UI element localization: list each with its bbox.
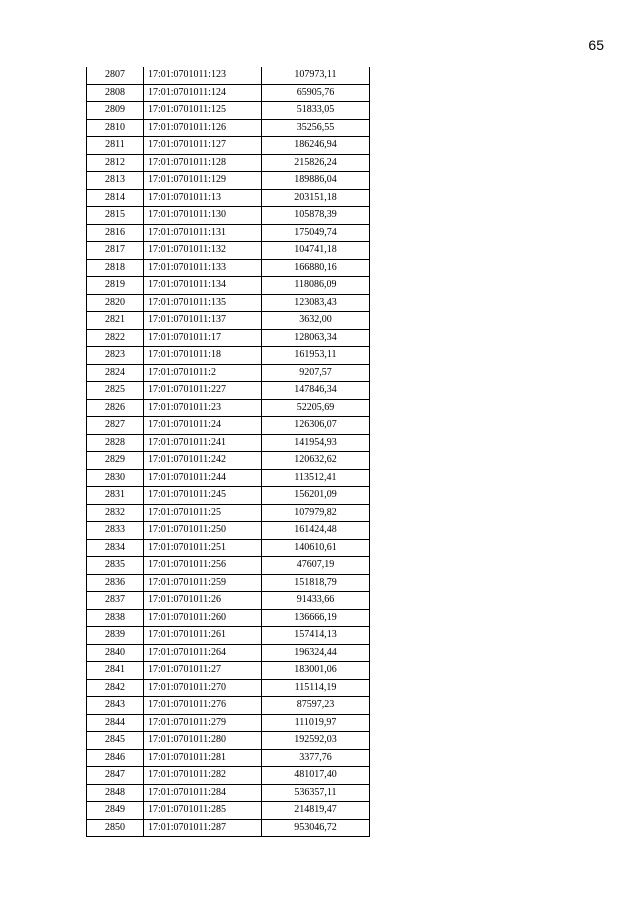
value-cell: 161953,11 [262, 347, 370, 365]
table-row [87, 329, 370, 347]
cadastral-number-cell: 17:01:0701011:27 [144, 662, 262, 680]
row-number-cell: 2814 [87, 189, 144, 207]
value-cell: 9207,57 [262, 364, 370, 382]
table-row [87, 84, 370, 102]
row-number-cell: 2843 [87, 697, 144, 715]
value-cell: 91433,66 [262, 592, 370, 610]
value-cell: 536357,11 [262, 784, 370, 802]
value-cell: 118086,09 [262, 277, 370, 295]
table-row [87, 557, 370, 575]
row-number-cell: 2809 [87, 102, 144, 120]
value-cell: 183001,06 [262, 662, 370, 680]
row-number-cell: 2845 [87, 732, 144, 750]
row-number-cell: 2808 [87, 84, 144, 102]
row-number-cell: 2827 [87, 417, 144, 435]
table-row [87, 574, 370, 592]
table-row [87, 207, 370, 225]
row-number-cell: 2813 [87, 172, 144, 190]
row-number-cell: 2850 [87, 819, 144, 837]
value-cell: 113512,41 [262, 469, 370, 487]
row-number-cell: 2842 [87, 679, 144, 697]
cadastral-number-cell: 17:01:0701011:244 [144, 469, 262, 487]
value-cell: 87597,23 [262, 697, 370, 715]
cadastral-number-cell: 17:01:0701011:134 [144, 277, 262, 295]
row-number-cell: 2810 [87, 119, 144, 137]
row-number-cell: 2807 [87, 67, 144, 84]
cadastral-number-cell: 17:01:0701011:260 [144, 609, 262, 627]
value-cell: 140610,61 [262, 539, 370, 557]
cadastral-number-cell: 17:01:0701011:279 [144, 714, 262, 732]
value-cell: 126306,07 [262, 417, 370, 435]
table-row [87, 399, 370, 417]
table-row [87, 347, 370, 365]
table-row [87, 242, 370, 260]
value-cell: 107979,82 [262, 504, 370, 522]
value-cell: 189886,04 [262, 172, 370, 190]
value-cell: 215826,24 [262, 154, 370, 172]
value-cell: 115114,19 [262, 679, 370, 697]
table-row [87, 469, 370, 487]
cadastral-number-cell: 17:01:0701011:251 [144, 539, 262, 557]
row-number-cell: 2838 [87, 609, 144, 627]
row-number-cell: 2829 [87, 452, 144, 470]
table-row [87, 644, 370, 662]
row-number-cell: 2841 [87, 662, 144, 680]
cadastral-number-cell: 17:01:0701011:133 [144, 259, 262, 277]
row-number-cell: 2815 [87, 207, 144, 225]
table-row [87, 522, 370, 540]
cadastral-number-cell: 17:01:0701011:284 [144, 784, 262, 802]
table-row [87, 819, 370, 837]
table-row [87, 224, 370, 242]
cadastral-number-cell: 17:01:0701011:227 [144, 382, 262, 400]
row-number-cell: 2825 [87, 382, 144, 400]
value-cell: 161424,48 [262, 522, 370, 540]
cadastral-number-cell: 17:01:0701011:280 [144, 732, 262, 750]
table-row [87, 259, 370, 277]
value-cell: 151818,79 [262, 574, 370, 592]
cadastral-number-cell: 17:01:0701011:13 [144, 189, 262, 207]
table-row [87, 189, 370, 207]
cadastral-number-cell: 17:01:0701011:26 [144, 592, 262, 610]
cadastral-number-cell: 17:01:0701011:259 [144, 574, 262, 592]
value-cell: 141954,93 [262, 434, 370, 452]
table-row [87, 67, 370, 84]
row-number-cell: 2836 [87, 574, 144, 592]
value-cell: 953046,72 [262, 819, 370, 837]
row-number-cell: 2848 [87, 784, 144, 802]
cadastral-number-cell: 17:01:0701011:124 [144, 84, 262, 102]
table-row [87, 697, 370, 715]
row-number-cell: 2823 [87, 347, 144, 365]
table-row [87, 539, 370, 557]
row-number-cell: 2846 [87, 749, 144, 767]
cadastral-number-cell: 17:01:0701011:130 [144, 207, 262, 225]
value-cell: 186246,94 [262, 137, 370, 155]
value-cell: 128063,34 [262, 329, 370, 347]
cadastral-number-cell: 17:01:0701011:241 [144, 434, 262, 452]
row-number-cell: 2826 [87, 399, 144, 417]
row-number-cell: 2811 [87, 137, 144, 155]
cadastral-number-cell: 17:01:0701011:287 [144, 819, 262, 837]
table-row [87, 732, 370, 750]
value-cell: 105878,39 [262, 207, 370, 225]
table-row [87, 154, 370, 172]
value-cell: 65905,76 [262, 84, 370, 102]
table-row [87, 382, 370, 400]
cadastral-number-cell: 17:01:0701011:126 [144, 119, 262, 137]
row-number-cell: 2833 [87, 522, 144, 540]
cadastral-number-cell: 17:01:0701011:261 [144, 627, 262, 645]
table-row [87, 487, 370, 505]
cadastral-number-cell: 17:01:0701011:282 [144, 767, 262, 785]
value-cell: 157414,13 [262, 627, 370, 645]
row-number-cell: 2816 [87, 224, 144, 242]
table-body [87, 67, 370, 837]
table-row [87, 434, 370, 452]
table-row [87, 277, 370, 295]
row-number-cell: 2832 [87, 504, 144, 522]
table-row [87, 172, 370, 190]
cadastral-number-cell: 17:01:0701011:17 [144, 329, 262, 347]
cadastral-number-cell: 17:01:0701011:127 [144, 137, 262, 155]
row-number-cell: 2847 [87, 767, 144, 785]
value-cell: 51833,05 [262, 102, 370, 120]
table-row [87, 749, 370, 767]
value-cell: 481017,40 [262, 767, 370, 785]
row-number-cell: 2820 [87, 294, 144, 312]
cadastral-number-cell: 17:01:0701011:281 [144, 749, 262, 767]
table-row [87, 662, 370, 680]
value-cell: 35256,55 [262, 119, 370, 137]
value-cell: 107973,11 [262, 67, 370, 84]
table-row [87, 119, 370, 137]
table-row [87, 504, 370, 522]
row-number-cell: 2824 [87, 364, 144, 382]
cadastral-number-cell: 17:01:0701011:132 [144, 242, 262, 260]
cadastral-number-cell: 17:01:0701011:23 [144, 399, 262, 417]
table-row [87, 312, 370, 330]
cadastral-number-cell: 17:01:0701011:250 [144, 522, 262, 540]
value-cell: 196324,44 [262, 644, 370, 662]
cadastral-number-cell: 17:01:0701011:125 [144, 102, 262, 120]
cadastral-number-cell: 17:01:0701011:264 [144, 644, 262, 662]
table-row [87, 102, 370, 120]
cadastral-number-cell: 17:01:0701011:242 [144, 452, 262, 470]
row-number-cell: 2819 [87, 277, 144, 295]
table-row [87, 627, 370, 645]
value-cell: 192592,03 [262, 732, 370, 750]
row-number-cell: 2840 [87, 644, 144, 662]
cadastral-number-cell: 17:01:0701011:25 [144, 504, 262, 522]
cadastral-number-cell: 17:01:0701011:24 [144, 417, 262, 435]
row-number-cell: 2835 [87, 557, 144, 575]
table-row [87, 364, 370, 382]
cadastral-number-cell: 17:01:0701011:270 [144, 679, 262, 697]
cadastral-number-cell: 17:01:0701011:2 [144, 364, 262, 382]
value-cell: 104741,18 [262, 242, 370, 260]
row-number-cell: 2849 [87, 802, 144, 820]
value-cell: 3377,76 [262, 749, 370, 767]
cadastral-number-cell: 17:01:0701011:123 [144, 67, 262, 84]
row-number-cell: 2839 [87, 627, 144, 645]
value-cell: 136666,19 [262, 609, 370, 627]
row-number-cell: 2834 [87, 539, 144, 557]
value-cell: 111019,97 [262, 714, 370, 732]
table-row [87, 714, 370, 732]
row-number-cell: 2837 [87, 592, 144, 610]
table-row [87, 784, 370, 802]
row-number-cell: 2818 [87, 259, 144, 277]
value-cell: 123083,43 [262, 294, 370, 312]
cadastral-number-cell: 17:01:0701011:131 [144, 224, 262, 242]
row-number-cell: 2821 [87, 312, 144, 330]
table-row [87, 767, 370, 785]
cadastral-number-cell: 17:01:0701011:129 [144, 172, 262, 190]
row-number-cell: 2828 [87, 434, 144, 452]
cadastral-number-cell: 17:01:0701011:137 [144, 312, 262, 330]
cadastral-value-table [86, 67, 370, 837]
table-row [87, 592, 370, 610]
value-cell: 166880,16 [262, 259, 370, 277]
table-row [87, 137, 370, 155]
value-cell: 214819,47 [262, 802, 370, 820]
row-number-cell: 2822 [87, 329, 144, 347]
row-number-cell: 2812 [87, 154, 144, 172]
value-cell: 47607,19 [262, 557, 370, 575]
cadastral-number-cell: 17:01:0701011:18 [144, 347, 262, 365]
cadastral-number-cell: 17:01:0701011:135 [144, 294, 262, 312]
row-number-cell: 2817 [87, 242, 144, 260]
cadastral-number-cell: 17:01:0701011:128 [144, 154, 262, 172]
value-cell: 3632,00 [262, 312, 370, 330]
value-cell: 203151,18 [262, 189, 370, 207]
table-row [87, 294, 370, 312]
table-row [87, 802, 370, 820]
table-row [87, 609, 370, 627]
row-number-cell: 2831 [87, 487, 144, 505]
row-number-cell: 2830 [87, 469, 144, 487]
value-cell: 52205,69 [262, 399, 370, 417]
value-cell: 147846,34 [262, 382, 370, 400]
page-number: 65 [588, 37, 604, 53]
table-row [87, 417, 370, 435]
table-row [87, 452, 370, 470]
cadastral-number-cell: 17:01:0701011:276 [144, 697, 262, 715]
cadastral-number-cell: 17:01:0701011:256 [144, 557, 262, 575]
value-cell: 175049,74 [262, 224, 370, 242]
cadastral-number-cell: 17:01:0701011:245 [144, 487, 262, 505]
row-number-cell: 2844 [87, 714, 144, 732]
cadastral-number-cell: 17:01:0701011:285 [144, 802, 262, 820]
value-cell: 156201,09 [262, 487, 370, 505]
table-row [87, 679, 370, 697]
value-cell: 120632,62 [262, 452, 370, 470]
